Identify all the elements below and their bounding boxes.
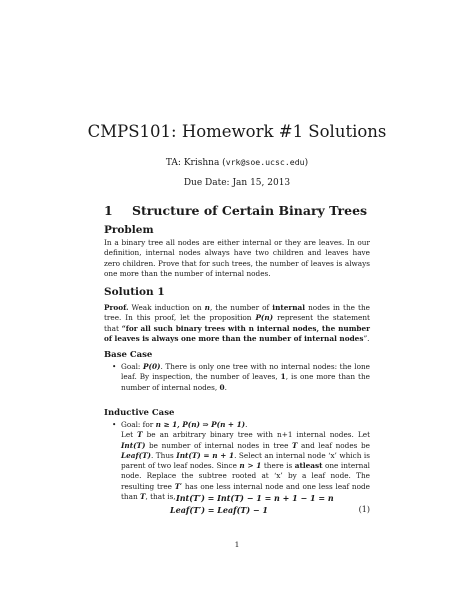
problem-heading: Problem (104, 224, 154, 236)
ind-text: be an arbitrary binary tree with n+1 internal nodes. Let (142, 430, 370, 440)
ind-text: Let (121, 430, 138, 440)
base-text: . (224, 382, 227, 392)
proof-text: represent the statement that (104, 313, 370, 333)
equation-block (0, 492, 474, 518)
page-number: 1 (234, 540, 240, 549)
ta-suffix: ) (304, 158, 309, 168)
equation-1: Int(T′) = Int(T) − 1 = n + 1 − 1 = n (176, 493, 334, 503)
proof-internal: internal (272, 303, 306, 312)
document-title: CMPS101: Homework #1 Solutions (87, 122, 387, 141)
ind-text: and leaf nodes be (297, 440, 370, 450)
base-case-heading: Base Case (104, 350, 153, 360)
ind-text: . Select an internal node ‘x’ which is parent of two leaf nodes. Since (121, 450, 370, 471)
ind-text: be number of internal nodes in tree (145, 440, 292, 450)
proof-label: Proof. (104, 303, 129, 312)
equation-number: (1) (358, 505, 370, 514)
goal-end: . (245, 420, 248, 429)
math-leafT: Leaf(T) (121, 450, 151, 460)
base-case-text (121, 362, 370, 393)
ta-prefix: TA: Krishna ( (165, 158, 226, 168)
proof-text: , the number of (209, 303, 273, 312)
section-title: Structure of Certain Binary Trees (132, 203, 368, 218)
math-n: n (204, 303, 210, 312)
inductive-case-text (121, 420, 370, 502)
proof-paragraph (104, 303, 370, 344)
goal-label: Goal: (121, 362, 143, 371)
inductive-case-heading: Inductive Case (104, 408, 175, 418)
section-heading (104, 203, 367, 218)
bullet-icon: • (112, 362, 117, 371)
base-case-item (112, 362, 370, 396)
goal-label: Goal: for (121, 420, 156, 429)
ind-text: , that is, (145, 492, 176, 502)
solution-heading: Solution 1 (104, 286, 165, 298)
math-intT: Int(T) (121, 440, 146, 450)
ta-line (0, 157, 474, 168)
ta-email: vrk@soe.ucsc.edu (225, 157, 305, 167)
bullet-icon: • (112, 420, 117, 429)
math-T: T (292, 440, 298, 450)
math-zero: 0 (219, 382, 225, 392)
proof-text: ”. (363, 333, 370, 343)
base-text: . There is only one tree with no internal nodes: the lone leaf. By inspection, the number of leaves, (121, 362, 370, 382)
math-T: T (140, 492, 146, 502)
math-n-gt-1: n > 1 (239, 461, 262, 471)
ind-text: has one less internal node and one less leaf node than (121, 481, 370, 502)
section-number: 1 (104, 203, 113, 218)
math-int-eq: Int(T) = n + 1 (176, 450, 235, 460)
proof-text: Weak induction on (128, 303, 205, 312)
proof-text: nodes in the the tree. In this proof, let the proposition (104, 303, 371, 323)
base-text: , is one more than the number of internal nodes, (121, 372, 370, 392)
math-p0: P(0) (143, 362, 161, 371)
ind-text: one internal node. Replace the subtree rooted at ‘x’ by a leaf node. The resulting tree (121, 461, 371, 491)
inductive-case-item (112, 420, 370, 502)
math-pn: P(n) (255, 313, 274, 323)
math-T: T (137, 430, 143, 440)
ind-text: . Thus (150, 450, 177, 460)
math-T-prime: T′ (174, 481, 183, 491)
word-atleast: atleast (294, 461, 323, 471)
math-one: 1 (280, 372, 286, 382)
math-goal: n ≥ 1, P(n) ⇒ P(n + 1) (155, 420, 246, 429)
equation-2: Leaf(T′) = Leaf(T) − 1 (170, 505, 268, 515)
proof-quote: “for all such binary trees with n internal nodes, the number of leaves is always one more than the number of internal nodes (104, 323, 371, 343)
problem-text (104, 238, 370, 279)
problem-paragraph: In a binary tree all nodes are either internal or they are leaves. In our definition, internal nodes always have two children and leaves have zero children. Prove that for such trees, the number of leaves is always one more than the number of internal nodes. (104, 238, 370, 278)
due-date: Due Date: Jan 15, 2013 (183, 178, 291, 188)
ind-text: there is (261, 461, 295, 471)
